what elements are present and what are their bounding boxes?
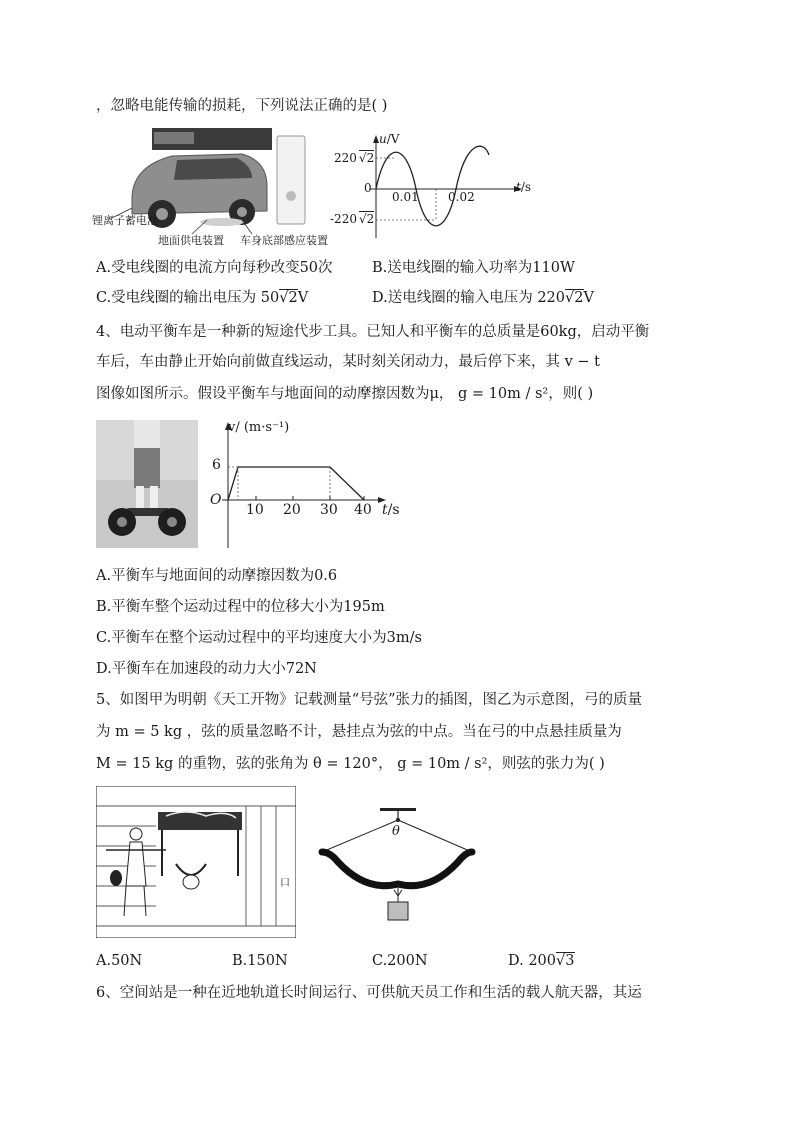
tiangong-kaiwu-illustration xyxy=(96,786,296,938)
u-t-graph xyxy=(330,130,534,240)
q5-stem-line1: 5、如图甲为明朝《天工开物》记载测量“号弦”张力的插图，图乙为示意图，弓的质量 xyxy=(96,692,643,708)
q3-stem-tail: ，忽略电能传输的损耗，下列说法正确的是( ) xyxy=(96,98,388,114)
label-sensor-device: 车身底部感应装置 xyxy=(240,234,328,247)
q4-option-a: A.平衡车与地面间的动摩擦因数为0.6 xyxy=(96,568,338,584)
u-top-value: 220 √2 xyxy=(334,151,375,165)
t-tick-40: 40 xyxy=(354,502,372,518)
v-axis-label: v/ (m·s⁻¹) xyxy=(228,420,290,435)
q4-option-d: D.平衡车在加速段的动力大小72N xyxy=(96,661,317,677)
q4-stem-line2: 车后，车由静止开始向前做直线运动，某时刻关闭动力，最后停下来，其 v − t xyxy=(96,354,600,370)
q3-option-a: A.受电线圈的电流方向每秒改变50次 xyxy=(96,260,333,276)
wireless-charging-photo xyxy=(92,126,332,246)
q6-stem-line1: 6、空间站是一种在近地轨道长时间运行、可供航天员工作和生活的载人航天器，其运 xyxy=(96,985,642,1001)
v-tick-6: 6 xyxy=(212,457,221,473)
q4-option-b: B.平衡车整个运动过程中的位移大小为195m xyxy=(96,599,385,615)
tick-0.02: 0.02 xyxy=(448,190,475,204)
t-tick-30: 30 xyxy=(320,502,338,518)
u-bottom-value: -220 √2 xyxy=(330,212,375,226)
q5-option-d: D. 200√3 xyxy=(508,953,575,969)
q3-option-b: B.送电线圈的输入功率为110W xyxy=(372,260,575,276)
u-axis-label: u/V xyxy=(379,132,400,146)
q3-option-c: C.受电线圈的输出电压为 50√2V xyxy=(96,290,309,306)
q4-stem-line3: 图像如图所示。假设平衡车与地面间的动摩擦因数为μ， g = 10m / s²，则( ) xyxy=(96,386,594,402)
tick-0.01: 0.01 xyxy=(392,190,419,204)
svg-text:口: 口 xyxy=(280,878,290,889)
balance-scooter-photo xyxy=(96,420,198,548)
t-axis-label-q4: t/s xyxy=(382,502,400,518)
origin-label: 0 xyxy=(364,181,372,195)
v-t-graph xyxy=(208,418,408,550)
q5-stem-line3: M = 15 kg 的重物，弦的张角为 θ = 120°， g = 10m / s²，则弦的张力为( ) xyxy=(96,756,605,772)
t-tick-10: 10 xyxy=(246,502,264,518)
t-tick-20: 20 xyxy=(283,502,301,518)
q5-option-a: A.50N xyxy=(96,953,143,969)
q5-option-b: B.150N xyxy=(232,953,288,969)
q4-stem-line1: 4、电动平衡车是一种新的短途代步工具。已知人和平衡车的总质量是60kg，启动平衡 xyxy=(96,324,650,340)
q5-stem-line2: 为 m = 5 kg ，弦的质量忽略不计，悬挂点为弦的中点。当在弓的中点悬挂质量为 xyxy=(96,724,622,740)
q3-option-d: D.送电线圈的输入电压为 220√2V xyxy=(372,290,594,306)
q4-option-c: C.平衡车在整个运动过程中的平均速度大小为3m/s xyxy=(96,630,422,646)
t-axis-label: t/s xyxy=(516,180,532,194)
q5-option-c: C.200N xyxy=(372,953,428,969)
theta-label: θ xyxy=(392,824,400,839)
label-ground-device: 地面供电装置 xyxy=(158,234,224,247)
origin-o: O xyxy=(210,492,222,508)
bow-schematic xyxy=(316,800,478,924)
label-battery: 锂离子蓄电池 xyxy=(92,214,158,227)
